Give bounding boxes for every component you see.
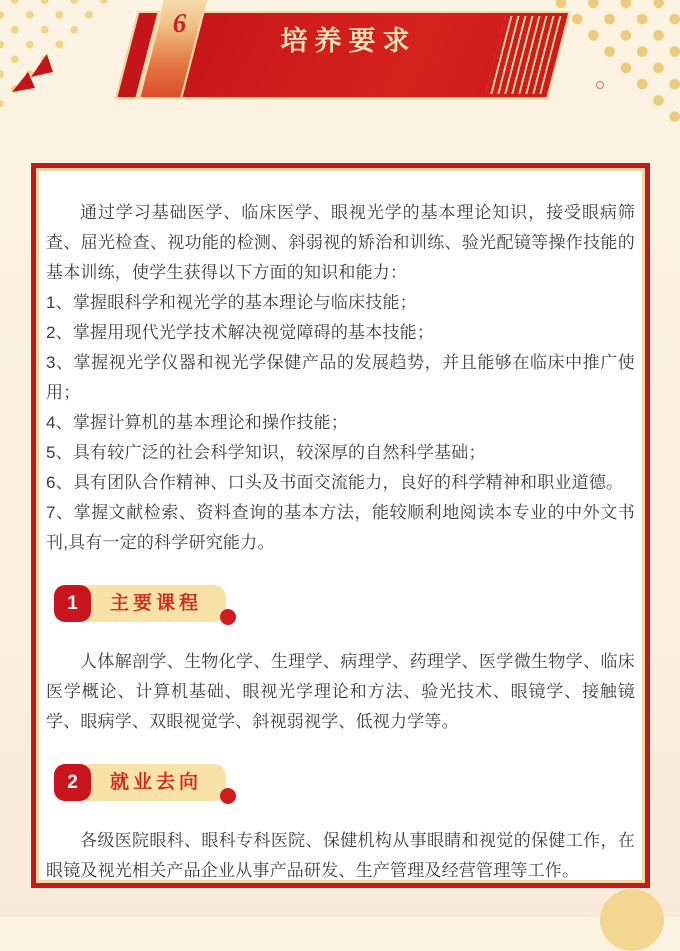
section-header-employment [54,764,226,801]
requirement-item: 6、具有团队合作精神、口头及书面交流能力，良好的科学精神和职业道德。 [46,473,624,492]
corner-circle-decoration [600,889,664,951]
courses-paragraph: 人体解剖学、生物化学、生理学、病理学、药理学、医学微生物学、临床医学概论、计算机基础、眼视光学理论和方法、验光技术、眼镜学、接触镜学、眼病学、双眼视觉学、斜视弱视学、低视力学等。 [46,652,635,731]
page-title: 培养要求 [280,26,417,56]
section-number-badge: 2 [54,764,91,801]
requirement-item: 4、掌握计算机的基本理论和操作技能； [46,413,349,432]
section-title: 主要课程 [78,585,226,622]
content-card-inner [36,168,645,883]
requirement-item: 2、掌握用现代光学技术解决视觉障碍的基本技能； [46,323,435,342]
requirement-item: 3、掌握视光学仪器和视光学保健产品的发展趋势，并且能够在临床中推广使用； [46,353,635,402]
section-number: 6 [172,8,187,38]
section-title: 就业去向 [78,764,226,801]
section-number-badge: 1 [54,585,91,622]
intro-paragraph: 通过学习基础医学、临床医学、眼视光学的基本理论知识，接受眼病筛查、屈光检查、视功能的检测、斜弱视的矫治和训练、验光配镜等操作技能的基本训练，使学生获得以下方面的知识和能力： [46,203,635,282]
header-banner [0,0,680,112]
employment-paragraph: 各级医院眼科、眼科专科医院、保健机构从事眼睛和视觉的保健工作，在眼镜及视光相关产品企业从事产品研发、生产管理及经营管理等工作。 [46,831,635,880]
red-dot-decoration [220,788,236,804]
requirement-item: 1、掌握眼科学和视光学的基本理论与临床技能； [46,293,417,312]
requirement-item: 5、具有较广泛的社会科学知识，较深厚的自然科学基础； [46,443,486,462]
content-card [31,163,650,888]
section-header-courses [54,585,226,622]
red-dot-decoration [220,609,236,625]
requirement-item: 7、掌握文献检索、资料查询的基本方法，能较顺利地阅读本专业的中外文书刊,具有一定的科学研究能力。 [46,503,635,552]
